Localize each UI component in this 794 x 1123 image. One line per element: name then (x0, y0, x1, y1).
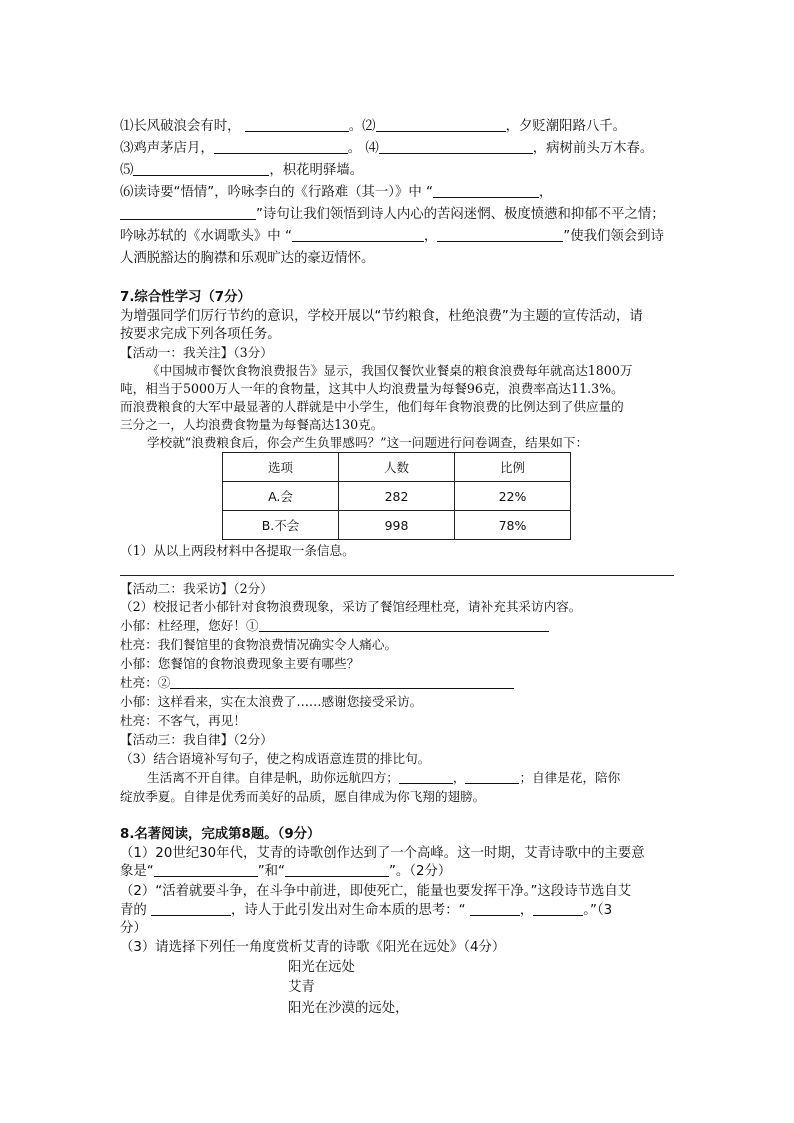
table-cell: 22% (455, 482, 571, 511)
q7-sub-3: （3）结合语境补写句子，使之构成语意连贯的排比句。 (120, 751, 431, 766)
fill-blank[interactable] (245, 117, 349, 132)
material-line-2: 吨，相当于5000万人一年的食物量，这其中人均浪费量为每餐96克，浪费率高达11.3%。 (120, 381, 624, 396)
q7-sub-2: （2）校报记者小郁针对食物浪费现象，采访了餐馆经理杜亮，请补充其采访内容。 (120, 599, 582, 614)
table-header: 人数 (339, 453, 455, 482)
table-cell: A.会 (223, 482, 339, 511)
table-cell: 78% (455, 511, 571, 540)
table-cell: B.不会 (223, 511, 339, 540)
activity-3-title: 【活动三：我自律】（2分） (120, 732, 273, 747)
fill-blank[interactable] (470, 901, 520, 916)
text: ，夕贬潮阳路八千。 (505, 119, 627, 134)
table-row (223, 482, 571, 511)
dialogue-line-2: 杜亮：我们餐馆里的食物浪费情况确实令人痛心。 (120, 637, 398, 652)
fill-blank[interactable] (120, 205, 256, 220)
q7-title: 7.综合性学习（7分） (120, 290, 251, 305)
fill-blank[interactable] (214, 139, 348, 154)
q6-line-5 (120, 205, 665, 225)
dialogue-line-6: 杜亮：不客气，再见！ (120, 713, 246, 728)
dialogue-line-3: 小郁：您餐馆的食物浪费现象主要有哪些？ (120, 656, 360, 671)
dialogue-line-5: 小郁：这样看来，实在太浪费了……感谢您接受采访。 (120, 694, 423, 709)
fill-blank[interactable] (154, 862, 258, 877)
dialogue-line-4 (120, 673, 514, 693)
q7-intro-1: 为增强同学们厉行节约的意识，学校开展以“节约粮食，杜绝浪费”为主题的宣传活动，请 (120, 309, 643, 324)
text: 生活离不开自律。自律是帆，助你远航四方； (147, 770, 399, 785)
poem-line-1: 阳光在沙漠的远处， (288, 1001, 409, 1016)
fill-blank[interactable] (292, 227, 424, 242)
text: 。⑵ (348, 119, 376, 134)
text: 吟咏苏轼的《水调歌头》中 “ (120, 229, 292, 244)
q8-sub-2-line-2 (120, 901, 612, 921)
q8-sub-1-line-1: （1）20世纪30年代，艾青的诗歌创作达到了一个高峰。这一时期，艾青诗歌中的主要意 (120, 846, 645, 861)
text: 小郁：杜经理，您好！① (120, 618, 259, 633)
q8-sub-2-line-1: （2）“活着就要斗争，在斗争中前进，即使死亡，能量也要发挥干净。”这段诗节选自艾 (120, 884, 632, 899)
text: ”使我们领会到诗 (563, 229, 664, 244)
text: ， (452, 770, 466, 785)
q7-intro-2: 按要求完成下列各项任务。 (120, 327, 281, 342)
fill-blank[interactable] (285, 862, 389, 877)
sentence-line-2: 绽放季夏。自律是优秀而美好的品质，愿自律成为你飞翔的翅膀。 (120, 789, 486, 804)
table-header: 比例 (455, 453, 571, 482)
dialogue-line-1 (120, 616, 549, 636)
survey-table (222, 452, 571, 540)
sentence-line-1 (147, 768, 620, 788)
fill-blank[interactable] (399, 769, 453, 784)
q6-line-4 (120, 183, 552, 203)
text: ⑴长风破浪会有时， (120, 119, 241, 134)
text: 。”（3 (583, 903, 613, 918)
fill-blank[interactable] (379, 139, 533, 154)
table-header-row (223, 453, 571, 482)
material-line-3: 而浪费粮食的大军中最显著的人群就是中小学生，他们每年食物浪费的比例达到了供应量的 (120, 399, 624, 414)
text: 杜亮：② (120, 675, 171, 690)
table-header: 选项 (223, 453, 339, 482)
text: ；自律是花，陪你 (519, 770, 621, 785)
text: ，诗人于此引发出对生命本质的思考：“ (231, 903, 466, 918)
material-line-5: 学校就“浪费粮食后，你会产生负罪感吗？”这一问题进行问卷调查，结果如下： (147, 435, 589, 450)
q6-line-1 (120, 117, 626, 137)
q6-line-3 (120, 161, 363, 181)
fill-blank[interactable] (437, 227, 563, 242)
table-row (223, 511, 571, 540)
q8-sub-3: （3）请选择下列任一角度赏析艾青的诗歌《阳光在远处》（4分） (120, 940, 506, 955)
poem-title: 阳光在远处 (288, 960, 355, 975)
activity-1-title: 【活动一：我关注】（3分） (120, 345, 273, 360)
fill-blank[interactable] (376, 117, 506, 132)
fill-blank[interactable] (465, 769, 519, 784)
q7-sub-1: （1）从以上两段材料中各提取一条信息。 (120, 543, 355, 558)
q6-line-6 (120, 227, 664, 247)
text: 象是“ (120, 864, 154, 879)
answer-line[interactable] (120, 575, 674, 576)
text: ”。（2分） (388, 864, 452, 879)
fill-blank[interactable] (433, 183, 539, 198)
q6-line-2 (120, 139, 653, 159)
text: ， (423, 229, 438, 244)
text: 。 ⑷ (347, 141, 379, 156)
table-cell: 998 (339, 511, 455, 540)
q8-title: 8.名著阅读，完成第8题。（9分） (120, 827, 321, 842)
fill-blank[interactable] (259, 617, 549, 632)
q8-sub-2-line-3: 分） (120, 921, 147, 936)
text: ， (519, 903, 534, 918)
activity-2-title: 【活动二：我采访】（2分） (120, 581, 273, 596)
text: ，枳花明驿墙。 (269, 163, 364, 178)
text: ⑸ (120, 163, 134, 178)
fill-blank[interactable] (533, 901, 583, 916)
text: ”和“ (257, 864, 285, 879)
material-line-1: 《中国城市餐饮食物浪费报告》显示，我国仅餐饮业餐桌的粮食浪费每年就高达1800万 (147, 363, 633, 378)
text: ，病树前头万木春。 (532, 141, 654, 156)
q8-sub-1-line-2 (120, 862, 451, 882)
fill-blank[interactable] (133, 161, 269, 176)
material-line-4: 三分之一，人均浪费食物量为每餐高达130克。 (120, 417, 384, 432)
text: ”诗句让我们领悟到诗人内心的苦闷迷惘、极度愤懑和抑郁不平之情； (256, 207, 665, 222)
text: 青的 (120, 903, 147, 918)
text: ⑶鸡声茅店月， (120, 141, 214, 156)
text: ⑹读诗要“悟情”，吟咏李白的《行路难（其一）》中 “ (120, 185, 433, 200)
text: ， (538, 185, 553, 200)
fill-blank[interactable] (170, 674, 514, 689)
table-cell: 282 (339, 482, 455, 511)
fill-blank[interactable] (151, 901, 231, 916)
poem-author: 艾青 (288, 980, 315, 995)
q6-line-7: 人洒脱豁达的胸襟和乐观旷达的豪迈情怀。 (120, 251, 375, 266)
